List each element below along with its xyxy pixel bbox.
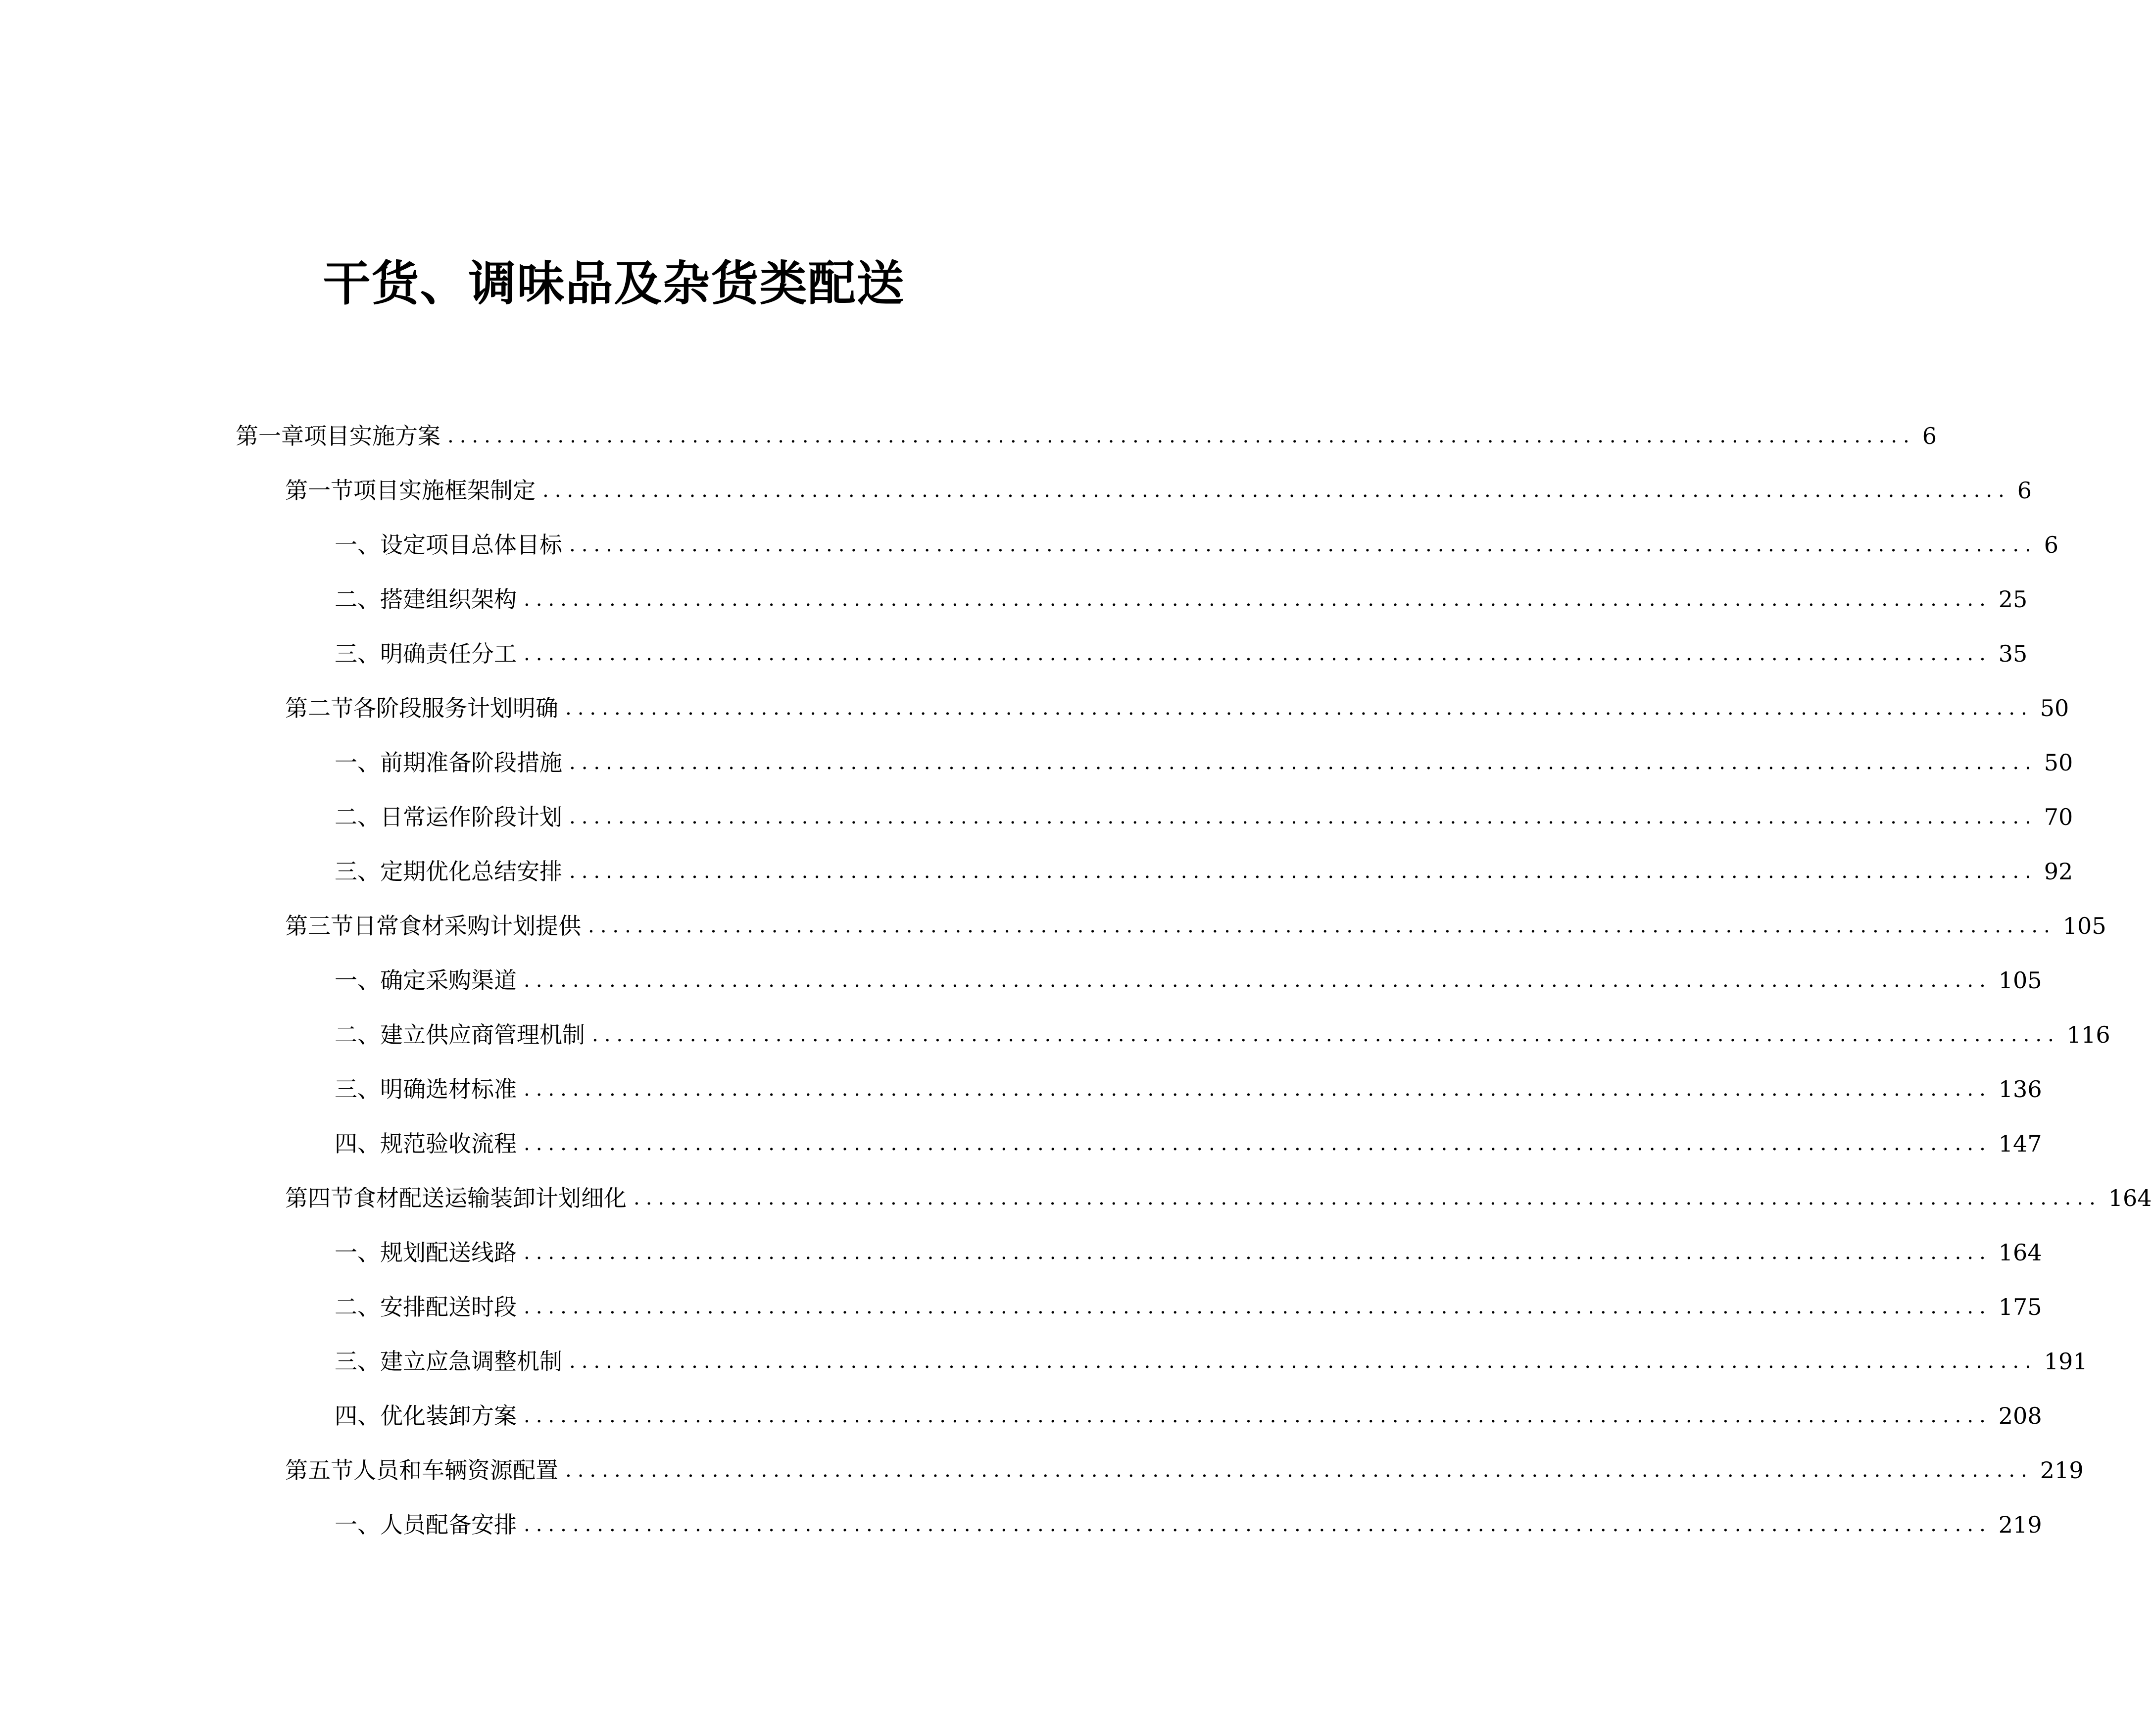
toc-dot-leader: ........................................................................................................................ <box>524 1241 1992 1264</box>
document-title: 干货、调味品及杂货类配送 <box>323 256 905 311</box>
toc-entry-title: 人员配备安排 <box>380 1511 517 1538</box>
toc-entry-page-number: 219 <box>1998 1511 2042 1538</box>
toc-entry-page-number: 164 <box>2108 1185 2152 1211</box>
toc-entry-page-number: 219 <box>2040 1457 2084 1484</box>
toc-dot-leader: ........................................................................................................................ <box>569 860 2037 883</box>
toc-entry-title: 建立应急调整机制 <box>380 1348 562 1375</box>
toc-entry[interactable] <box>335 1394 2042 1438</box>
toc-entry-number: 二、 <box>335 804 380 830</box>
toc-entry-number: 三、 <box>335 640 380 667</box>
toc-entry-title: 确定采购渠道 <box>380 967 517 994</box>
toc-dot-leader: ........................................................................................................................ <box>588 915 2056 937</box>
toc-entry-number: 一、 <box>335 967 380 994</box>
toc-entry-title: 明确责任分工 <box>380 640 517 667</box>
toc-entry-page-number: 191 <box>2044 1348 2088 1375</box>
toc-entry-title: 建立供应商管理机制 <box>380 1021 585 1048</box>
toc-entry-title: 日常运作阶段计划 <box>380 804 562 830</box>
toc-entry-page-number: 50 <box>2044 749 2073 776</box>
toc-entry[interactable] <box>335 631 2028 676</box>
toc-dot-leader: ........................................................................................................................ <box>524 1078 1992 1101</box>
toc-entry-page-number: 208 <box>1998 1402 2042 1429</box>
toc-dot-leader: ........................................................................................................................ <box>592 1023 2060 1046</box>
toc-entry[interactable] <box>285 1176 2152 1220</box>
toc-entry-page-number: 25 <box>1998 586 2028 613</box>
toc-entry-number: 第四节 <box>285 1185 353 1211</box>
toc-entry-title: 各阶段服务计划明确 <box>353 695 558 722</box>
toc-dot-leader: ........................................................................................................................ <box>565 697 2033 720</box>
toc-entry[interactable] <box>335 849 2073 894</box>
toc-dot-leader: ........................................................................................................................ <box>524 1296 1992 1318</box>
toc-entry-number: 一、 <box>335 531 380 558</box>
toc-entry-title: 前期准备阶段措施 <box>380 749 562 776</box>
toc-entry[interactable] <box>285 468 2032 513</box>
toc-entry[interactable] <box>335 523 2059 567</box>
toc-entry-number: 第二节 <box>285 695 353 722</box>
toc-entry-title: 设定项目总体目标 <box>380 531 562 558</box>
toc-dot-leader: ........................................................................................................................ <box>524 588 1992 611</box>
toc-entry-number: 第一节 <box>285 477 353 504</box>
toc-entry-page-number: 50 <box>2040 695 2069 722</box>
toc-entry-title: 定期优化总结安排 <box>380 858 562 885</box>
toc-entry-page-number: 136 <box>1998 1076 2042 1103</box>
toc-dot-leader: ........................................................................................................................ <box>524 1404 1992 1427</box>
toc-entry-title: 规划配送线路 <box>380 1239 517 1266</box>
toc-entry[interactable] <box>335 1502 2042 1547</box>
toc-dot-leader: ........................................................................................................................ <box>524 1132 1992 1155</box>
toc-entry-number: 一、 <box>335 749 380 776</box>
toc-entry-page-number: 105 <box>2062 913 2106 939</box>
toc-dot-leader: ........................................................................................................................ <box>447 425 1915 447</box>
toc-entry[interactable] <box>335 1230 2042 1275</box>
toc-entry-title: 人员和车辆资源配置 <box>353 1457 558 1484</box>
toc-dot-leader: ........................................................................................................................ <box>524 642 1992 665</box>
toc-entry-title: 规范验收流程 <box>380 1130 517 1157</box>
toc-entry-title: 明确选材标准 <box>380 1076 517 1103</box>
toc-entry[interactable] <box>285 686 2069 730</box>
toc-entry[interactable] <box>335 1285 2042 1329</box>
toc-entry-number: 三、 <box>335 1348 380 1375</box>
toc-entry-title: 安排配送时段 <box>380 1294 517 1320</box>
toc-entry-number: 二、 <box>335 586 380 613</box>
toc-entry[interactable] <box>335 1067 2042 1111</box>
toc-entry-number: 四、 <box>335 1130 380 1157</box>
toc-dot-leader: ........................................................................................................................ <box>569 806 2037 828</box>
toc-entry[interactable] <box>335 1013 2110 1057</box>
toc-entry-page-number: 175 <box>1998 1294 2042 1320</box>
toc-entry-number: 二、 <box>335 1021 380 1048</box>
toc-entry-number: 二、 <box>335 1294 380 1320</box>
toc-entry-title: 日常食材采购计划提供 <box>353 913 581 939</box>
toc-dot-leader: ........................................................................................................................ <box>569 751 2037 774</box>
toc-entry-page-number: 92 <box>2044 858 2073 885</box>
toc-entry[interactable] <box>335 958 2042 1003</box>
toc-dot-leader: ........................................................................................................................ <box>542 479 2010 502</box>
toc-entry-number: 第三节 <box>285 913 353 939</box>
toc-dot-leader: ........................................................................................................................ <box>524 1513 1992 1536</box>
toc-entry-number: 三、 <box>335 1076 380 1103</box>
toc-entry-page-number: 147 <box>1998 1130 2042 1157</box>
toc-entry-number: 第一章 <box>236 423 304 449</box>
toc-dot-leader: ........................................................................................................................ <box>569 1350 2037 1373</box>
toc-entry[interactable] <box>335 577 2028 622</box>
toc-entry[interactable] <box>285 1448 2084 1493</box>
toc-entry-page-number: 6 <box>2017 477 2032 504</box>
toc-entry-page-number: 116 <box>2066 1021 2110 1048</box>
toc-entry-page-number: 70 <box>2044 804 2073 830</box>
toc-entry-number: 四、 <box>335 1402 380 1429</box>
toc-entry[interactable] <box>335 1121 2042 1166</box>
toc-entry[interactable] <box>335 1339 2088 1384</box>
toc-entry[interactable] <box>335 740 2073 785</box>
toc-entry[interactable] <box>335 795 2073 839</box>
toc-entry-title: 搭建组织架构 <box>380 586 517 613</box>
toc-entry-page-number: 105 <box>1998 967 2042 994</box>
toc-entry-title: 食材配送运输装卸计划细化 <box>353 1185 627 1211</box>
toc-entry-title: 项目实施方案 <box>304 423 440 449</box>
toc-entry-number: 一、 <box>335 1511 380 1538</box>
toc-entry-page-number: 6 <box>1922 423 1937 449</box>
toc-entry-number: 三、 <box>335 858 380 885</box>
toc-dot-leader: ........................................................................................................................ <box>634 1187 2102 1209</box>
toc-entry[interactable] <box>285 904 2106 948</box>
toc-entry-title: 优化装卸方案 <box>380 1402 517 1429</box>
toc-entry-title: 项目实施框架制定 <box>353 477 536 504</box>
toc-dot-leader: ........................................................................................................................ <box>524 969 1992 992</box>
toc-entry-number: 一、 <box>335 1239 380 1266</box>
toc-entry-page-number: 6 <box>2044 531 2059 558</box>
toc-entry-page-number: 164 <box>1998 1239 2042 1266</box>
toc-entry-page-number: 35 <box>1998 640 2028 667</box>
toc-dot-leader: ........................................................................................................................ <box>565 1459 2033 1482</box>
toc-entry-number: 第五节 <box>285 1457 353 1484</box>
toc-dot-leader: ........................................................................................................................ <box>569 533 2037 556</box>
toc-entry[interactable] <box>236 414 1937 458</box>
